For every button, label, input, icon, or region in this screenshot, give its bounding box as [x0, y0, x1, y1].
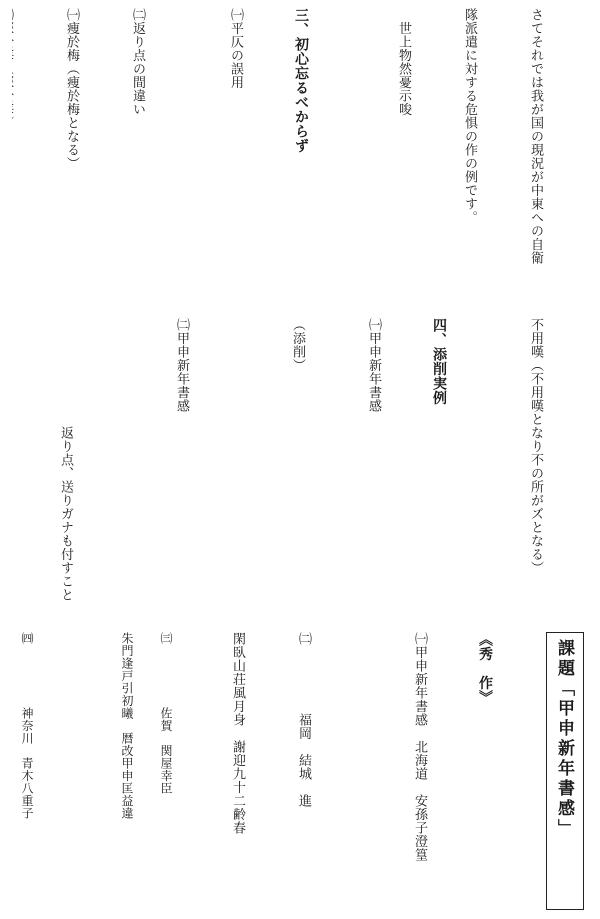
top-block-2 [196, 8, 356, 308]
text-line: 朱門逢戸引初曦 暦改甲申匡益違 [120, 632, 134, 820]
bottom-block-4 [8, 632, 102, 912]
middle-block-3 [240, 318, 352, 618]
text-line: ㈠平仄の誤用 [228, 8, 243, 89]
text-line: 閑臥山荘風月身 謝迎九十二齢春 [230, 632, 245, 835]
text-line: ㈠甲申新年書感 [366, 318, 381, 413]
text-line [12, 8, 16, 308]
text-line: 返り点、送りガナも付すこと [58, 318, 73, 602]
text-line: 不用嘆（不用嘆となり不の所がズとなる） [528, 318, 543, 575]
text-line: ㈢ 佐賀 関屋幸臣 [159, 632, 173, 795]
section-heading: 三、初心忘るべからず [293, 8, 309, 153]
section-heading: 四、添削実例 [431, 318, 447, 405]
text-line [362, 632, 364, 912]
text-line: 世上物然憂示唆 [396, 8, 411, 116]
section-heading: 《秀 作》 [477, 632, 493, 705]
middle-block-2 [356, 318, 494, 618]
bottom-block-2 [202, 632, 358, 912]
assignment-title: 課題「甲申新年書感」 [546, 632, 584, 910]
text-line: ㈡甲申新年書感 [174, 318, 189, 413]
bottom-block-3 [106, 632, 198, 912]
middle-block-4 [124, 318, 236, 618]
text-line: ㈡返り点の間違い [130, 8, 145, 116]
middle-block-5 [8, 318, 120, 618]
text-line: （添削） [290, 318, 305, 372]
text-line: ㈡ 福岡 結城 進 [296, 632, 311, 808]
text-line [8, 318, 10, 618]
top-block-3 [12, 8, 192, 308]
middle-block-1 [498, 318, 590, 618]
text-line: ㈠痩於梅（痩於梅となる） [64, 8, 79, 170]
top-block-1 [360, 8, 590, 308]
text-line: ㈣ 神奈川 青木八重子 [20, 632, 34, 820]
text-line: 隊派遣に対する危惧の作の例です。 [462, 8, 477, 224]
bottom-block-1 [362, 632, 540, 912]
text-line: さてそれでは我が国の現況が中東への自衛 [528, 8, 543, 265]
text-line [124, 318, 126, 618]
text-line: ㈠甲申新年書感 北海道 安孫子澄篁 [412, 632, 427, 862]
text-line [240, 318, 242, 618]
